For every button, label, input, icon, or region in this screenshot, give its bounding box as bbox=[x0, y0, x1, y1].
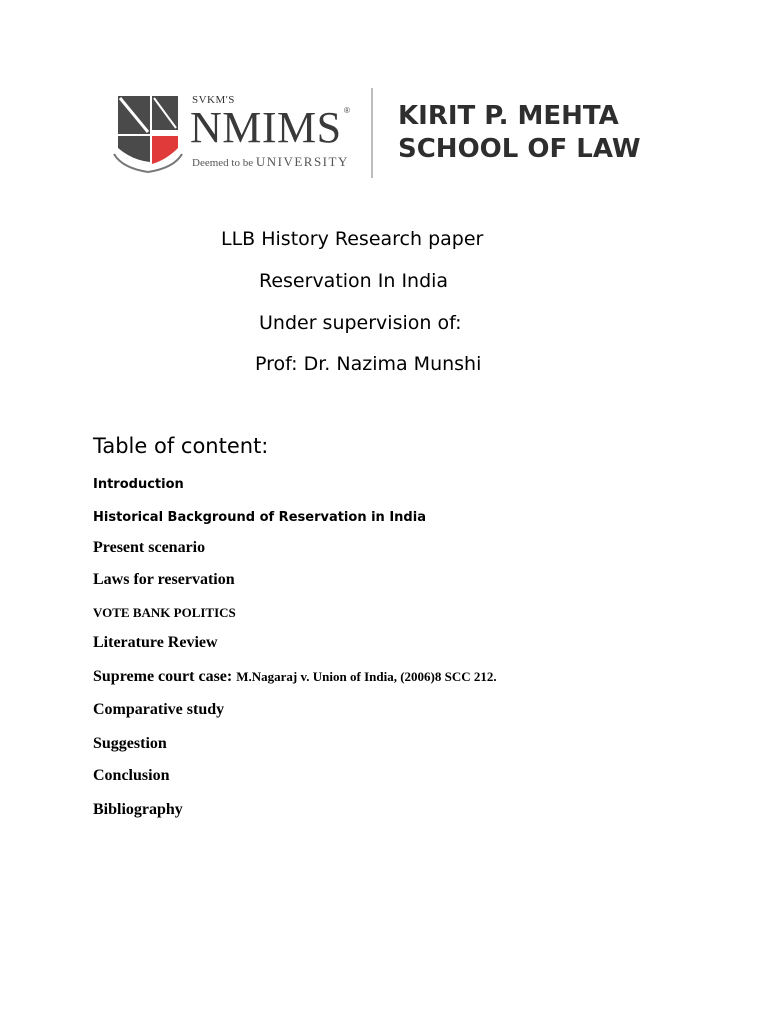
nmims-shield-icon bbox=[112, 90, 184, 174]
toc-heading: Table of content: bbox=[93, 434, 269, 458]
school-name-line1: KIRIT P. MEHTA bbox=[398, 101, 619, 131]
deemed-university-label bbox=[192, 154, 349, 170]
toc-item-suggestion: Suggestion bbox=[93, 735, 167, 752]
toc-item-laws: Laws for reservation bbox=[93, 571, 235, 588]
svkm-label: SVKM'S bbox=[192, 94, 235, 106]
toc-item-comparative-study: Comparative study bbox=[93, 701, 225, 718]
toc-item-conclusion: Conclusion bbox=[93, 767, 170, 784]
toc-item-introduction: Introduction bbox=[93, 477, 184, 492]
logo-divider bbox=[371, 88, 373, 178]
toc-item-historical-background: Historical Background of Reservation in India bbox=[93, 510, 426, 525]
toc-item-literature-review: Literature Review bbox=[93, 634, 218, 651]
toc-item-vote-bank: VOTE BANK POLITICS bbox=[93, 605, 236, 620]
paper-title: LLB History Research paper bbox=[221, 228, 484, 250]
header-logo-block bbox=[112, 86, 652, 180]
supreme-court-citation: M.Nagaraj v. Union of India, (2006)8 SCC 212. bbox=[236, 669, 497, 684]
deemed-text: Deemed to be bbox=[192, 157, 254, 169]
nmims-wordmark: NMIMS bbox=[190, 103, 342, 152]
university-text: UNIVERSITY bbox=[255, 154, 349, 169]
supervision-label: Under supervision of: bbox=[259, 312, 462, 334]
school-name-line2: SCHOOL OF LAW bbox=[398, 134, 641, 164]
registered-mark: ® bbox=[344, 106, 350, 115]
supreme-court-label: Supreme court case: bbox=[93, 668, 237, 685]
school-name bbox=[398, 100, 641, 166]
toc-item-bibliography: Bibliography bbox=[93, 801, 183, 818]
paper-topic: Reservation In India bbox=[259, 270, 449, 292]
toc-item-present-scenario: Present scenario bbox=[93, 539, 206, 556]
supervisor-name: Prof: Dr. Nazima Munshi bbox=[255, 353, 482, 375]
toc-item-supreme-court-case bbox=[93, 668, 497, 686]
